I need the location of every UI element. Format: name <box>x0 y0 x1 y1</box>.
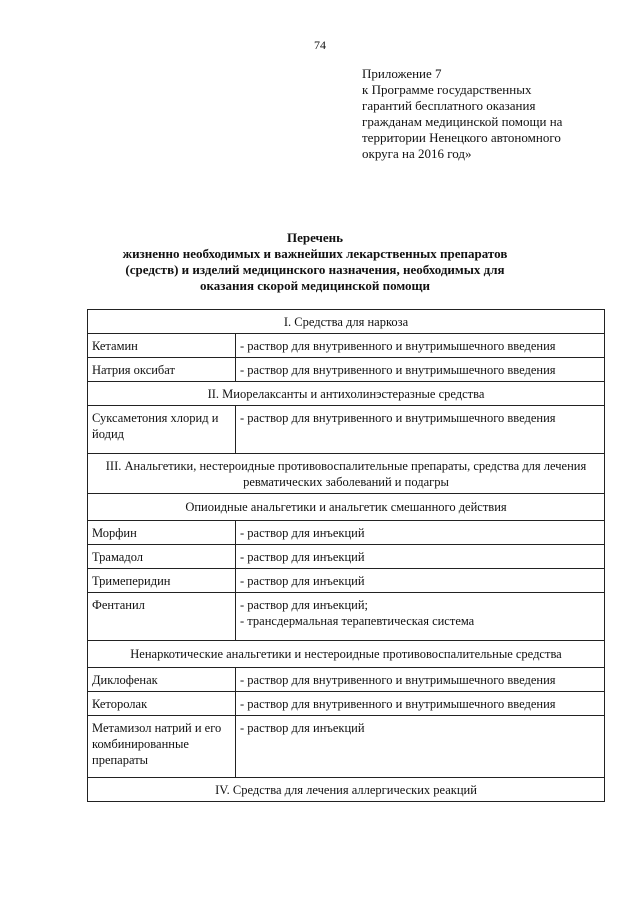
dosage-form: - раствор для инъекций <box>236 716 605 778</box>
drug-name: Фентанил <box>88 593 236 641</box>
drug-name: Тримеперидин <box>88 569 236 593</box>
drug-name: Кеторолак <box>88 692 236 716</box>
dosage-form: - раствор для внутривенного и внутримышечного введения <box>236 358 605 382</box>
table-row <box>88 593 605 641</box>
title-line: Перечень <box>286 230 344 245</box>
dosage-form: - раствор для внутривенного и внутримышечного введения <box>236 334 605 358</box>
section-heading-row <box>88 382 605 406</box>
section-heading: III. Анальгетики, нестероидные противовоспалительные препараты, средства для лечения ревматических заболеваний и подагры <box>88 454 605 494</box>
appendix-line: Приложение 7 <box>362 66 442 81</box>
table-row <box>88 406 605 454</box>
section-heading: IV. Средства для лечения аллергических реакций <box>88 778 605 802</box>
section-heading-row <box>88 310 605 334</box>
dosage-form: - раствор для внутривенного и внутримышечного введения <box>236 406 605 454</box>
dosage-form: - раствор для инъекций <box>236 569 605 593</box>
title-line: жизненно необходимых и важнейших лекарственных препаратов <box>122 246 508 261</box>
drug-name: Кетамин <box>88 334 236 358</box>
table-row <box>88 334 605 358</box>
table-row <box>88 569 605 593</box>
dosage-form: - раствор для внутривенного и внутримышечного введения <box>236 668 605 692</box>
section-heading: II. Миорелаксанты и антихолинэстеразные средства <box>88 382 605 406</box>
table-row <box>88 358 605 382</box>
appendix-line: территории Ненецкого автономного <box>362 130 561 145</box>
page-number: 74 <box>314 38 326 52</box>
document-title <box>90 230 540 294</box>
table-row <box>88 692 605 716</box>
drug-name: Натрия оксибат <box>88 358 236 382</box>
drug-name: Трамадол <box>88 545 236 569</box>
appendix-line: округа на 2016 год» <box>362 146 472 161</box>
appendix-line: к Программе государственных <box>362 82 532 97</box>
title-line: оказания скорой медицинской помощи <box>199 278 431 293</box>
section-heading: I. Средства для наркоза <box>88 310 605 334</box>
subsection-heading: Ненаркотические анальгетики и нестероидные противовоспалительные средства <box>88 641 605 668</box>
table-row <box>88 545 605 569</box>
subsection-heading-row <box>88 641 605 668</box>
subsection-heading: Опиоидные анальгетики и анальгетик смешанного действия <box>88 494 605 521</box>
table-row <box>88 716 605 778</box>
table-row <box>88 668 605 692</box>
section-heading-row <box>88 778 605 802</box>
appendix-note <box>362 66 622 162</box>
section-heading-row <box>88 454 605 494</box>
dosage-form: - раствор для инъекций <box>236 521 605 545</box>
table-row <box>88 521 605 545</box>
dosage-form: - раствор для инъекций; - трансдермальная терапевтическая система <box>236 593 605 641</box>
drug-name: Метамизол натрий и его комбинированные препараты <box>88 716 236 778</box>
subsection-heading-row <box>88 494 605 521</box>
title-line: (средств) и изделий медицинского назначения, необходимых для <box>125 262 505 277</box>
appendix-line: гражданам медицинской помощи на <box>362 114 563 129</box>
drug-name: Диклофенак <box>88 668 236 692</box>
drug-name: Морфин <box>88 521 236 545</box>
drug-list-table <box>87 309 605 802</box>
appendix-line: гарантий бесплатного оказания <box>362 98 536 113</box>
dosage-form: - раствор для инъекций <box>236 545 605 569</box>
dosage-form: - раствор для внутривенного и внутримышечного введения <box>236 692 605 716</box>
drug-name: Суксаметония хлорид и йодид <box>88 406 236 454</box>
